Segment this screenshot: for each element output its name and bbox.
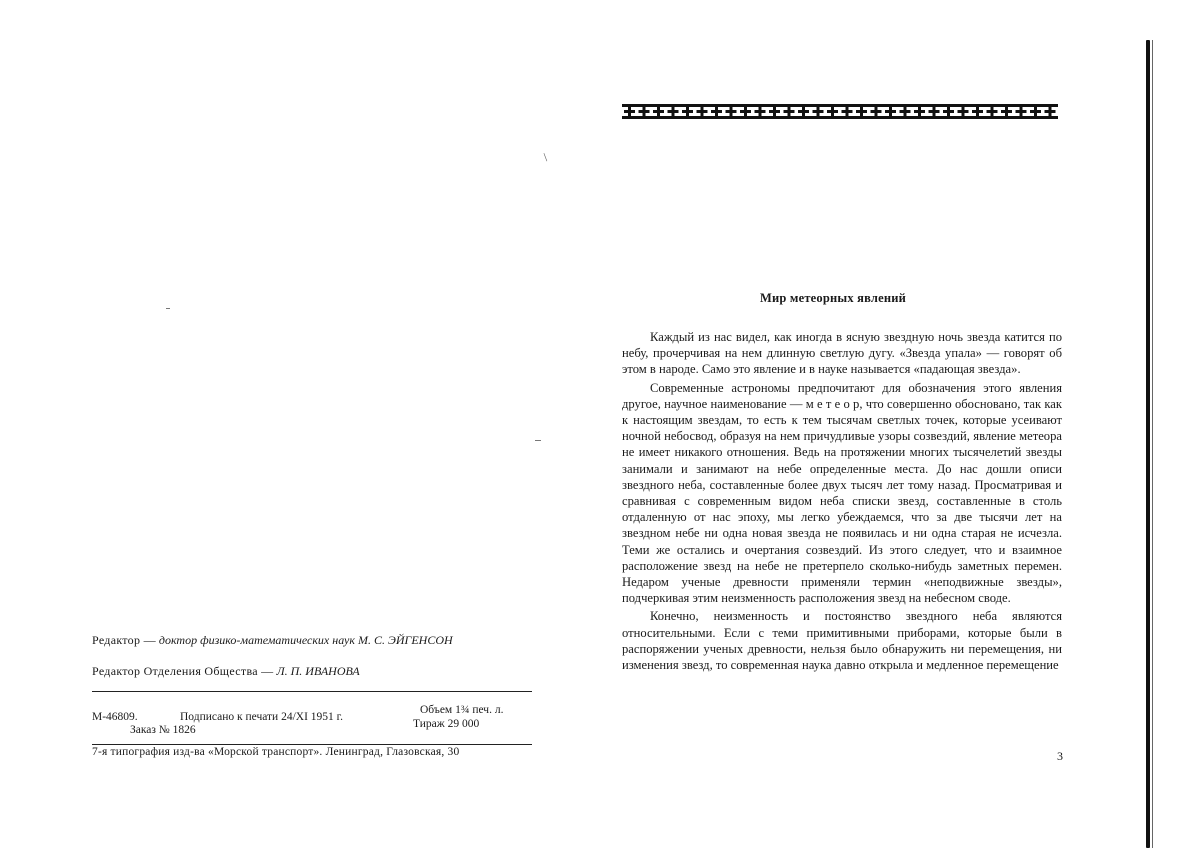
paragraph: Современные астрономы предпочитают для обозначения этого явления другое, научное наименование — м е т е о р, что совершенно обосновано, так как к настоящим звездам, то есть к тем тысячам светлых точек, которые усеивают ночной небосвод, образуя на нем причудливые узоры созвездий, явление метеора не имеет никакого отношения. Ведь на протяжении многих тысячелетий звезды занимали и занимают на небе определенные места. До нас дошли описи звездного неба, составленные более двух тысяч лет тому назад. Просматривая и сравнивая с современным видом неба списки звезд, составленные в столь отдаленную от нас эпоху, мы легко убеждаемся, что за две тысячи лет на звездном небе ни одна новая звезда не появилась и ни одна старая не исчезла. Теми же остались и очертания созвездий. Из этого следует, что и взаимное расположение звезд на небе не претерпело сколько-нибудь заметных перемен. Недаром ученые древности применяли термин «неподвижные звезды», подчеркивая этим неизменность расположения звезд на небесном своде. xyxy=(622,380,1062,606)
order-number: Заказ № 1826 xyxy=(130,724,196,736)
scan-mark: / xyxy=(539,150,552,164)
ornament-border xyxy=(622,103,1058,121)
section-editor-credit xyxy=(92,664,360,679)
right-page xyxy=(580,0,1200,848)
page-edge xyxy=(1146,40,1150,848)
editor-role: Редактор — xyxy=(92,633,156,647)
signed-date: Подписано к печати 24/XI 1951 г. xyxy=(180,711,343,723)
editor-name: доктор физико-математических наук М. С. ЭЙГЕНСОН xyxy=(158,633,453,647)
chapter-heading: Мир метеорных явлений xyxy=(760,291,907,305)
paragraph: Каждый из нас видел, как иногда в ясную звездную ночь звезда катится по небу, прочерчивая на нем длинную светлую дугу. «Звезда упала» — говорят об этом в народе. Само это явление и в науке называется «падающая звезда». xyxy=(622,330,1062,377)
left-page xyxy=(0,0,580,848)
body-text xyxy=(622,329,1062,675)
section-editor-role: Редактор Отделения Общества — xyxy=(92,664,274,678)
page-edge-shadow xyxy=(1152,40,1153,848)
scan-speck xyxy=(535,440,541,441)
editor-credit xyxy=(92,633,453,648)
page-number: 3 xyxy=(1057,749,1063,763)
sign-code: М-46809. xyxy=(92,711,138,723)
scan-speck xyxy=(166,308,170,309)
divider xyxy=(92,691,532,692)
section-editor-name: Л. П. ИВАНОВА xyxy=(276,664,360,678)
printer-info: 7-я типография изд-ва «Морской транспорт». Ленинград, Глазовская, 30 xyxy=(92,746,460,758)
print-run: Тираж 29 000 xyxy=(413,718,480,730)
paragraph: Конечно, неизменность и постоянство звездного неба являются относительными. Если с теми примитивными приборами, которые были в распоряжении ученых древности, нельзя было обнаружить ни перемещения, ни изменения звезд, то современная наука давно открыла и медленное перемещение xyxy=(622,609,1062,673)
volume: Объем 1¾ печ. л. xyxy=(420,704,504,716)
divider xyxy=(92,744,532,745)
